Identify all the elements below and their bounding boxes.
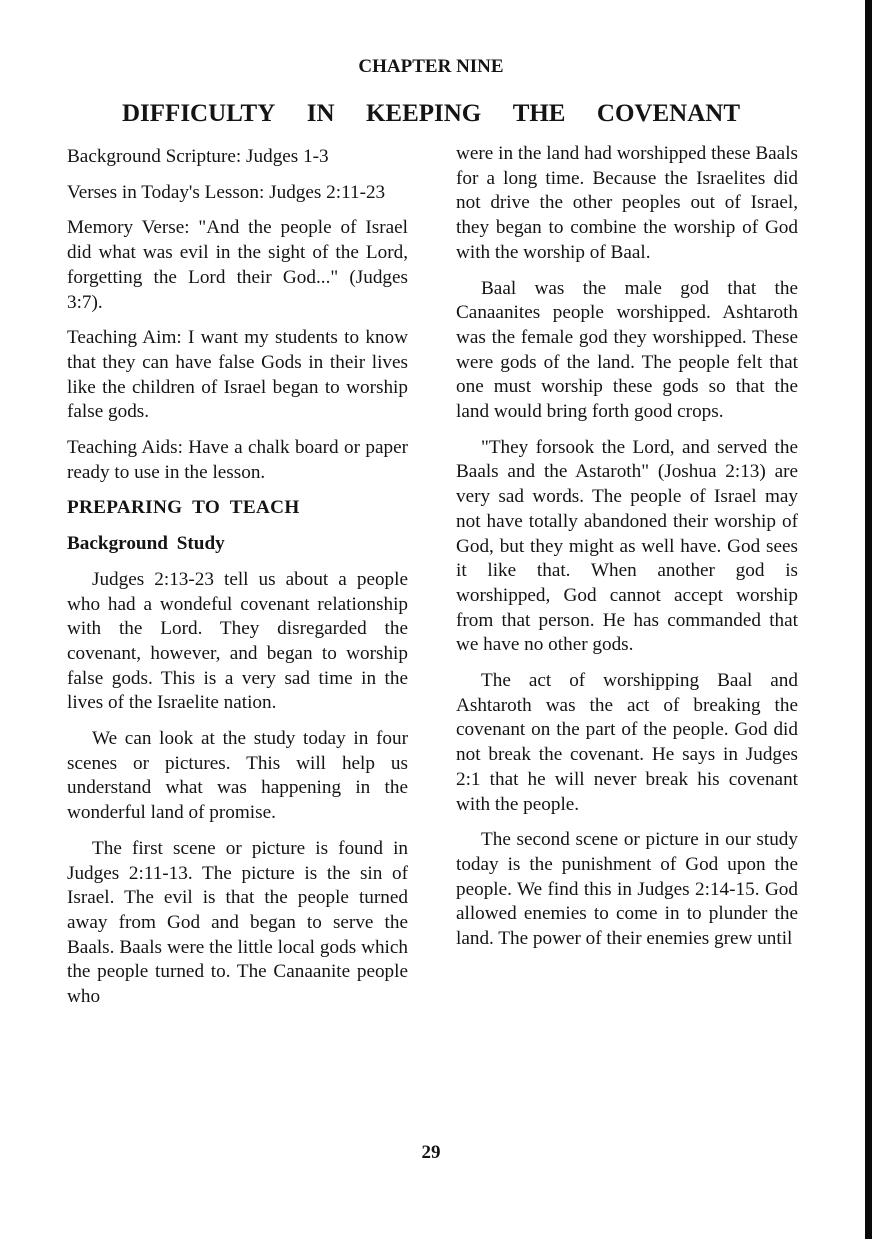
- memory-verse: Memory Verse: "And the people of Israel did what was evil in the sight of the Lord, forgetting the Lord their God..." (Judges 3:7).: [67, 217, 408, 313]
- body-paragraph: were in the land had worshipped these Baals for a long time. Because the Israelites did not drive the other peoples out of Israel, they began to combine the worship of God with the worship of Baal.: [456, 143, 798, 263]
- teaching-aim: Teaching Aim: I want my students to know that they can have false Gods in their lives like the children of Israel began to worship false gods.: [67, 327, 408, 423]
- body-paragraph: Judges 2:13-23 tell us about a people who had a wondeful covenant relationship with the Lord. They disregarded the covenant, however, and began to worship false gods. This is a very sad time in the lives of the Israelite nation.: [67, 568, 408, 714]
- chapter-title-word: KEEPING: [365, 100, 482, 127]
- background-scripture: Background Scripture: Judges 1-3: [67, 146, 329, 167]
- chapter-title: [122, 100, 740, 128]
- right-column: [456, 142, 798, 963]
- chapter-title-word: COVENANT: [596, 100, 740, 127]
- scan-edge-bar: [865, 0, 872, 1239]
- body-paragraph: We can look at the study today in four scenes or pictures. This will help us understand what was happening in the wonderful land of promise.: [67, 728, 408, 824]
- body-paragraph: The second scene or picture in our study today is the punishment of God upon the people. We find this in Judges 2:14-15. God allowed enemies to come in to plunder the land. The power of their enemies grew until: [456, 829, 798, 950]
- subsection-heading: Background Study: [67, 533, 225, 555]
- body-paragraph: "They forsook the Lord, and served the Baals and the Astaroth" (Joshua 2:13) are very sad words. The people of Israel may not have totally abandoned their worship of God, but they might as well have. God sees it like that. When another god is worshipped, God cannot accept worship from that person. He has commanded that we have no other gods.: [456, 436, 798, 656]
- chapter-title-word: THE: [512, 100, 566, 127]
- chapter-title-word: IN: [306, 100, 335, 127]
- verses-in-lesson: Verses in Today's Lesson: Judges 2:11-23: [67, 181, 386, 203]
- left-column: [67, 145, 408, 1021]
- page-number: 29: [421, 1142, 441, 1163]
- chapter-title-word: DIFFICULTY: [122, 100, 276, 127]
- body-paragraph: Baal was the male god that the Canaanites people worshipped. Ashtaroth was the female god they worshipped. These were gods of the land. The people felt that one must worship these gods so that the land would bring forth good crops.: [456, 277, 798, 423]
- section-heading: PREPARING TO TEACH: [67, 497, 300, 519]
- chapter-label: CHAPTER NINE: [358, 56, 504, 77]
- body-paragraph: The act of worshipping Baal and Ashtaroth was the act of breaking the covenant on the part of the people. God did not break the covenant. He says in Judges 2:1 that he will never break his covenant with the people.: [456, 670, 798, 815]
- teaching-aids: Teaching Aids: Have a chalk board or paper ready to use in the lesson.: [67, 437, 408, 483]
- body-paragraph: The first scene or picture is found in Judges 2:11-13. The picture is the sin of Israel. The evil is that the people turned away from God and began to serve the Baals. Baals were the little local gods which the people turned to. The Canaanite people who: [67, 837, 408, 1008]
